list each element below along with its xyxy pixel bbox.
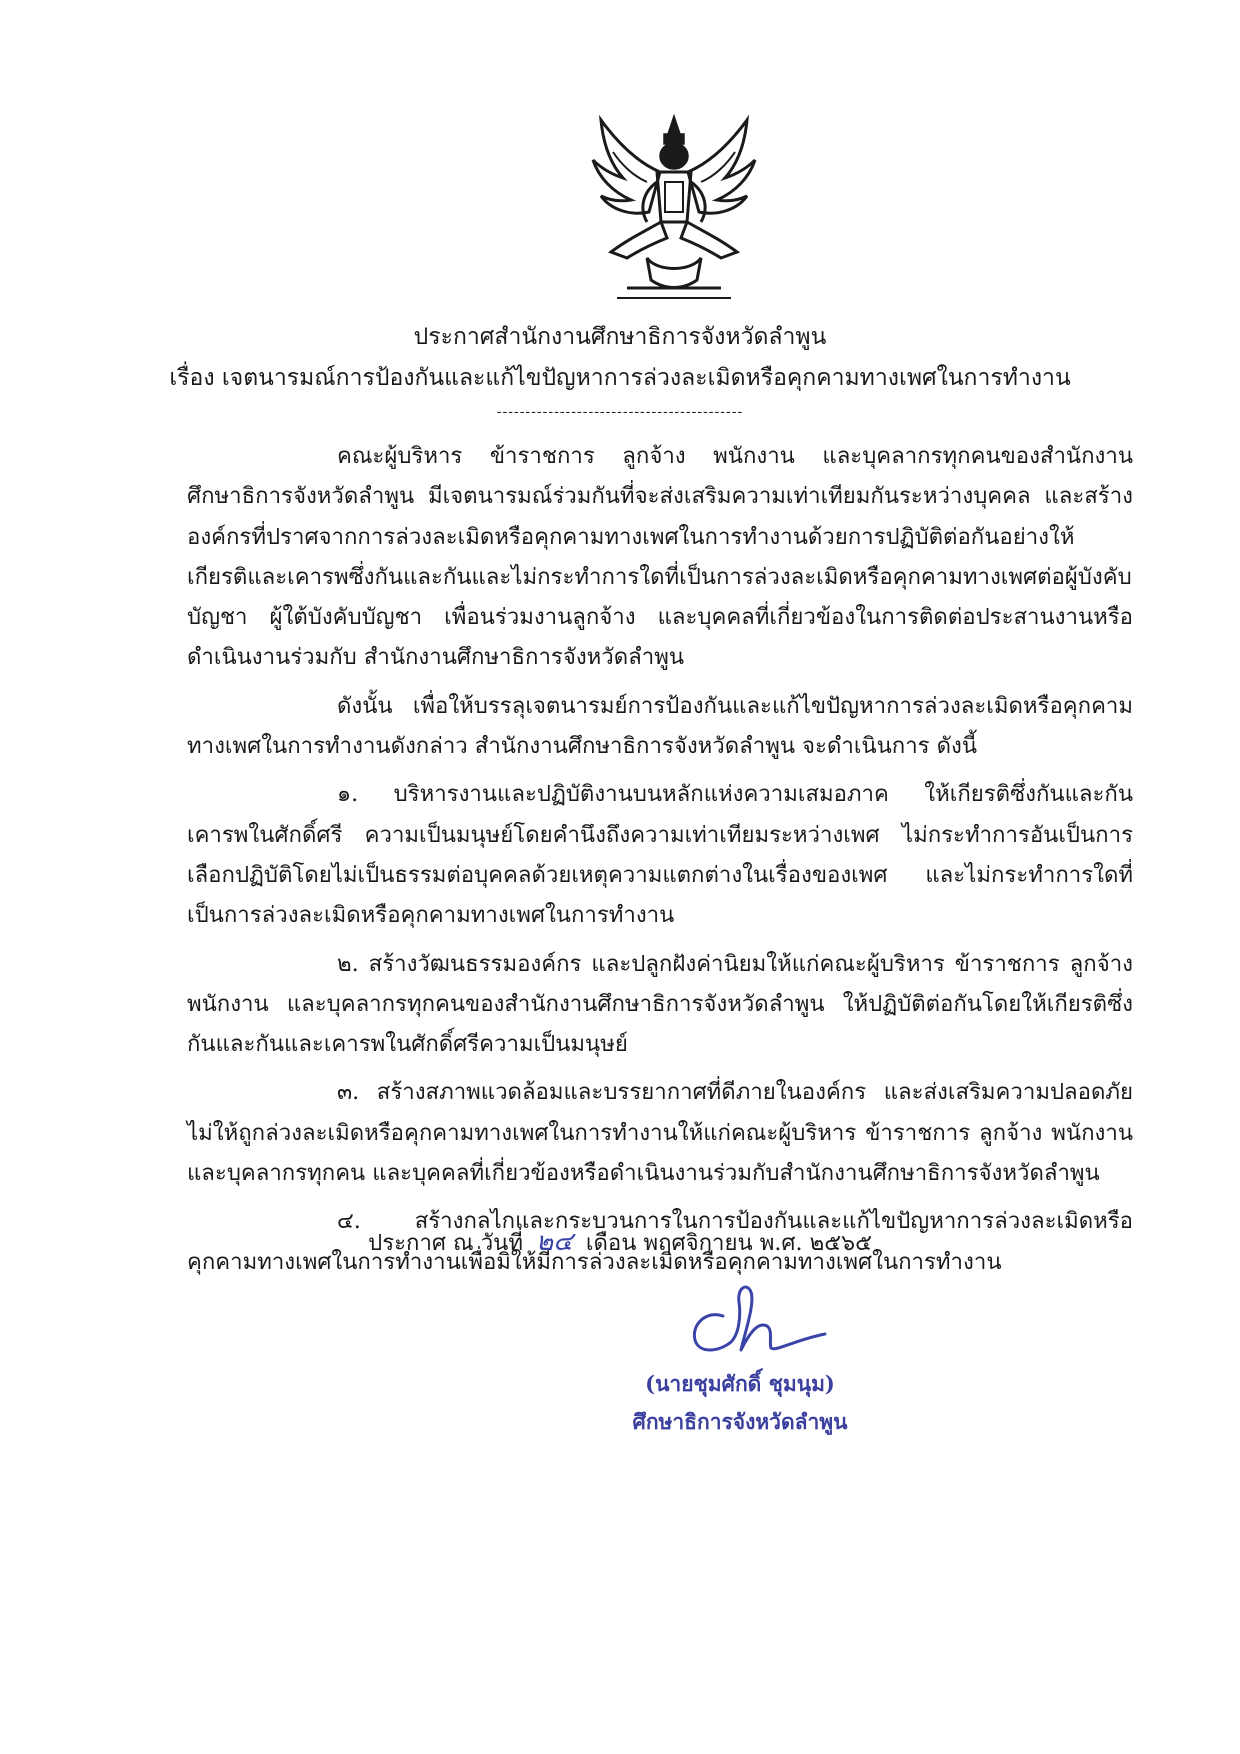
measure-item-1: ๑. บริหารงานและปฏิบัติงานบนหลักแห่งความเสมอภาค ให้เกียรติซึ่งกันและกัน เคารพในศักดิ์ศรี ความเป็นมนุษย์โดยคำนึงถึงความเท่าเทียมระหว่างเพศ ไม่กระทำการอันเป็นการเลือกปฏิบัติโดยไม่เป็นธรรมต่อบุคคลด้วยเหตุความแตกต่างในเรื่องของเพศ และไม่กระทำการใดที่เป็นการล่วงละเมิดหรือคุกคามทางเพศในการทำงาน bbox=[187, 781, 1133, 929]
announcement-title: ประกาศสำนักงานศึกษาธิการจังหวัดลำพูน bbox=[413, 324, 827, 350]
purpose-paragraph: ดังนั้น เพื่อให้บรรลุเจตนารมย์การป้องกันและแก้ไขปัญหาการล่วงละเมิดหรือคุกคามทางเพศในการทำงานดังกล่าว สำนักงานศึกษาธิการจังหวัดลำพูน จะดำเนินการ ดังนี้ bbox=[187, 692, 1133, 760]
measure-item-2: ๒. สร้างวัฒนธรรมองค์กร และปลูกฝังค่านิยมให้แก่คณะผู้บริหาร ข้าราชการ ลูกจ้างพนักงาน และบุคลากรทุกคนของสำนักงานศึกษาธิการจังหวัดลำพูน ให้ปฏิบัติต่อกันโดยให้เกียรติซึ่งกันและกันและเคารพในศักดิ์ศรีความเป็นมนุษย์ bbox=[187, 950, 1133, 1058]
date-prefix: ประกาศ ณ วันที่ bbox=[368, 1230, 523, 1256]
handwritten-signature-icon bbox=[685, 1280, 835, 1370]
signer-name: (นายชุมศักดิ์ ชุมนุม) bbox=[645, 1371, 835, 1396]
announcement-subject: เรื่อง เจตนารมณ์การป้องกันและแก้ไขปัญหาการล่วงละเมิดหรือคุกคามทางเพศในการทำงาน bbox=[169, 365, 1071, 391]
date-day: ๒๔ bbox=[536, 1227, 573, 1257]
announcement-body bbox=[187, 436, 1133, 1290]
divider-rule: ------------------------------------------- bbox=[496, 404, 744, 420]
announcement-date bbox=[0, 1221, 1240, 1262]
garuda-emblem-icon bbox=[587, 112, 761, 302]
measure-item-4: ๔. สร้างกลไกและกระบวนการในการป้องกันและแก้ไขปัญหาการล่วงละเมิดหรือคุกคามทางเพศในการทำงานเพื่อมิให้มีการล่วงละเมิดหรือคุกคามทางเพศในการทำงาน bbox=[187, 1208, 1133, 1275]
measure-item-3: ๓. สร้างสภาพแวดล้อมและบรรยากาศที่ดีภายในองค์กร และส่งเสริมความปลอดภัยไม่ให้ถูกล่วงละเมิดหรือคุกคามทางเพศในการทำงานให้แก่คณะผู้บริหาร ข้าราชการ ลูกจ้าง พนักงาน และบุคลากรทุกคน และบุคคลที่เกี่ยวข้องหรือดำเนินงานร่วมกับสำนักงานศึกษาธิการจังหวัดลำพูน bbox=[187, 1079, 1133, 1187]
signer-position: ศึกษาธิการจังหวัดลำพูน bbox=[632, 1409, 848, 1434]
intro-paragraph: คณะผู้บริหาร ข้าราชการ ลูกจ้าง พนักงาน และบุคลากรทุกคนของสำนักงานศึกษาธิการจังหวัดลำพูน มีเจตนารมณ์ร่วมกันที่จะส่งเสริมความเท่าเทียมกันระหว่างบุคคล และสร้างองค์กรที่ปราศจากการล่วงละเมิดหรือคุกคามทางเพศในการทำงานด้วยการปฏิบัติต่อกันอย่างให้เกียรติและเคารพซึ่งกันและกันและไม่กระทำการใดที่เป็นการล่วงละเมิดหรือคุกคามทางเพศต่อผู้บังคับบัญชา ผู้ใต้บังคับบัญชา เพื่อนร่วมงานลูกจ้าง และบุคคลที่เกี่ยวข้องในการติดต่อประสานงานหรือดำเนินงานร่วมกับ สำนักงานศึกษาธิการจังหวัดลำพูน bbox=[187, 443, 1133, 671]
date-suffix: เดือน พฤศจิกายน พ.ศ. ๒๕๖๕ bbox=[585, 1230, 872, 1256]
